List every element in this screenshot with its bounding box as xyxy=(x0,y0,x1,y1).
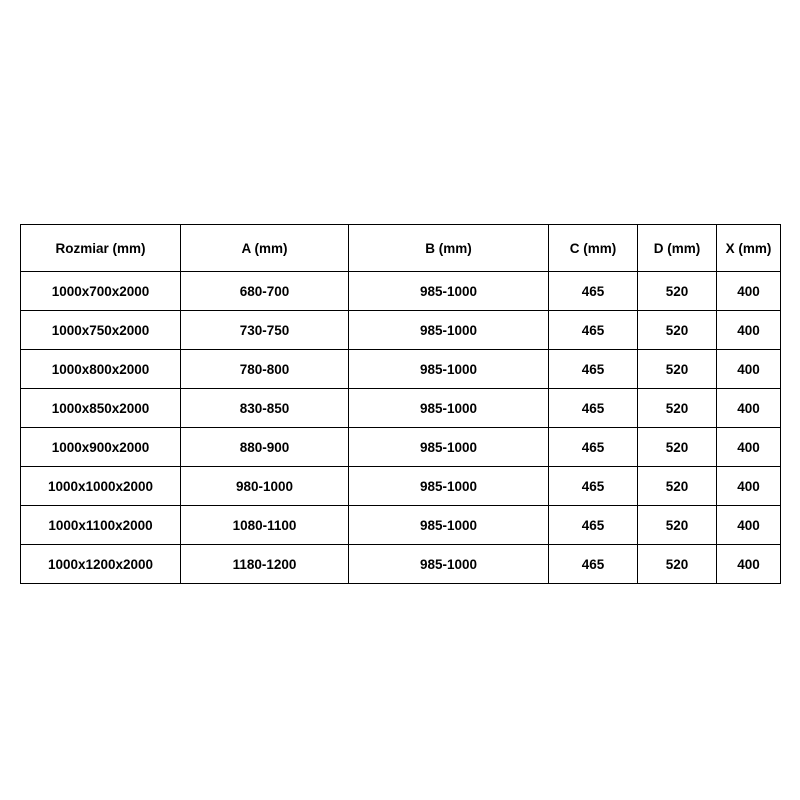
cell-d: 520 xyxy=(638,311,717,350)
cell-rozmiar: 1000x800x2000 xyxy=(21,350,181,389)
cell-d: 520 xyxy=(638,545,717,584)
cell-x: 400 xyxy=(717,311,781,350)
cell-d: 520 xyxy=(638,350,717,389)
cell-d: 520 xyxy=(638,428,717,467)
cell-rozmiar: 1000x700x2000 xyxy=(21,272,181,311)
column-header-c: C (mm) xyxy=(549,225,638,272)
cell-c: 465 xyxy=(549,428,638,467)
size-table-container xyxy=(20,224,780,584)
column-header-a: A (mm) xyxy=(181,225,349,272)
table-row xyxy=(21,428,781,467)
cell-d: 520 xyxy=(638,467,717,506)
cell-a: 830-850 xyxy=(181,389,349,428)
cell-c: 465 xyxy=(549,389,638,428)
cell-x: 400 xyxy=(717,350,781,389)
cell-b: 985-1000 xyxy=(349,389,549,428)
table-row xyxy=(21,389,781,428)
table-row xyxy=(21,350,781,389)
cell-b: 985-1000 xyxy=(349,350,549,389)
cell-d: 520 xyxy=(638,389,717,428)
column-header-b: B (mm) xyxy=(349,225,549,272)
column-header-d: D (mm) xyxy=(638,225,717,272)
cell-x: 400 xyxy=(717,545,781,584)
cell-c: 465 xyxy=(549,272,638,311)
cell-a: 680-700 xyxy=(181,272,349,311)
cell-b: 985-1000 xyxy=(349,506,549,545)
cell-a: 1080-1100 xyxy=(181,506,349,545)
cell-a: 780-800 xyxy=(181,350,349,389)
cell-rozmiar: 1000x1200x2000 xyxy=(21,545,181,584)
cell-a: 730-750 xyxy=(181,311,349,350)
table-row xyxy=(21,545,781,584)
cell-b: 985-1000 xyxy=(349,428,549,467)
cell-b: 985-1000 xyxy=(349,311,549,350)
table-row xyxy=(21,506,781,545)
cell-x: 400 xyxy=(717,272,781,311)
cell-d: 520 xyxy=(638,506,717,545)
table-row xyxy=(21,272,781,311)
cell-rozmiar: 1000x1000x2000 xyxy=(21,467,181,506)
cell-a: 1180-1200 xyxy=(181,545,349,584)
cell-rozmiar: 1000x900x2000 xyxy=(21,428,181,467)
cell-b: 985-1000 xyxy=(349,272,549,311)
cell-x: 400 xyxy=(717,467,781,506)
column-header-x: X (mm) xyxy=(717,225,781,272)
cell-rozmiar: 1000x750x2000 xyxy=(21,311,181,350)
cell-a: 980-1000 xyxy=(181,467,349,506)
cell-x: 400 xyxy=(717,428,781,467)
cell-x: 400 xyxy=(717,506,781,545)
cell-c: 465 xyxy=(549,467,638,506)
table-header-row xyxy=(21,225,781,272)
cell-rozmiar: 1000x1100x2000 xyxy=(21,506,181,545)
cell-a: 880-900 xyxy=(181,428,349,467)
table-row xyxy=(21,311,781,350)
cell-b: 985-1000 xyxy=(349,545,549,584)
cell-x: 400 xyxy=(717,389,781,428)
cell-c: 465 xyxy=(549,350,638,389)
table-row xyxy=(21,467,781,506)
size-table xyxy=(20,224,781,584)
cell-c: 465 xyxy=(549,311,638,350)
column-header-rozmiar: Rozmiar (mm) xyxy=(21,225,181,272)
cell-rozmiar: 1000x850x2000 xyxy=(21,389,181,428)
cell-c: 465 xyxy=(549,545,638,584)
cell-d: 520 xyxy=(638,272,717,311)
cell-b: 985-1000 xyxy=(349,467,549,506)
cell-c: 465 xyxy=(549,506,638,545)
